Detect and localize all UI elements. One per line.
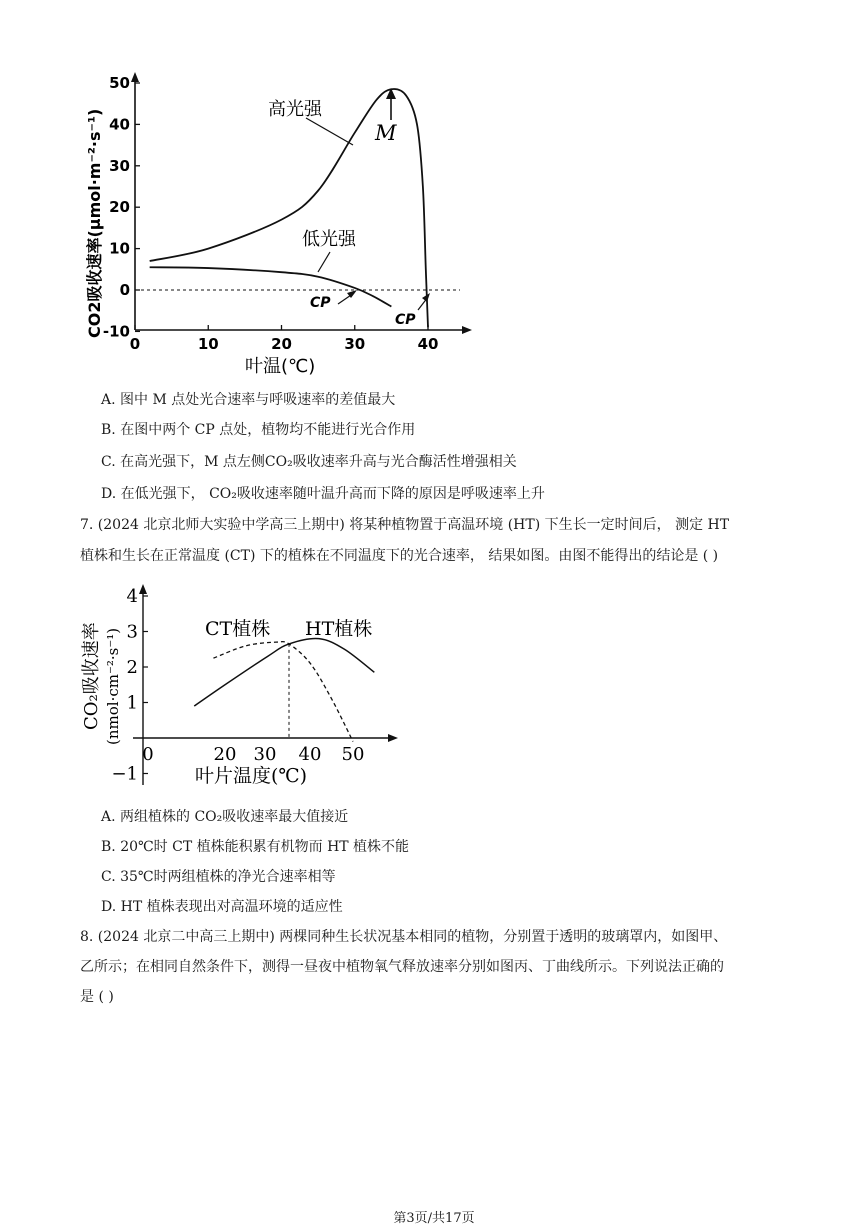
q7-option-c: C. 35℃时两组植株的净光合速率相等 — [101, 869, 336, 885]
q6-option-c: C. 在高光强下，M 点左侧CO₂吸收速率升高与光合酶活性增强相关 — [101, 454, 517, 470]
chart1-x-tick-label: 40 — [417, 335, 439, 353]
chart2-y-tick-label: 3 — [126, 621, 138, 643]
chart1-x-label: 叶温(℃) — [245, 356, 316, 377]
q6-option-d: D. 在低光强下， CO₂吸收速率随叶温升高而下降的原因是呼吸速率上升 — [101, 486, 545, 502]
chart1-y-tick-label: 10 — [109, 239, 130, 258]
chart2-x-tick-label: 0 — [142, 744, 154, 765]
chart1-y-tick-label: 30 — [109, 156, 130, 175]
chart1-x-arrow — [462, 326, 472, 334]
q6-option-a: A. 图中 M 点处光合速率与呼吸速率的差值最大 — [101, 392, 396, 408]
chart2-x-tick-label: 20 — [213, 744, 237, 765]
chart1-y-tick-label: 50 — [109, 74, 130, 92]
low-light-label: 低光强 — [302, 229, 356, 250]
chart1-x-tick-label: 10 — [197, 335, 219, 353]
chart2-x-tick-label: 50 — [341, 744, 365, 765]
chart1-y-arrow — [131, 72, 139, 82]
ht-label: HT植株 — [305, 618, 373, 640]
chart1-y-tick-label: 0 — [119, 281, 130, 299]
q7-option-b: B. 20℃时 CT 植株能积累有机物而 HT 植株不能 — [101, 839, 410, 855]
chart2-y-tick-label: 1 — [126, 692, 138, 714]
chart2-y-tick-label: 4 — [126, 586, 138, 607]
chart1-y-tick-label: 20 — [109, 198, 130, 217]
ct-label: CT植株 — [205, 618, 271, 640]
chart1-y-tick-label: 40 — [109, 115, 130, 134]
ct-curve — [213, 642, 353, 742]
chart1-y-label: CO2吸收速率(μmol·m⁻²·s⁻¹) — [85, 108, 104, 338]
chart2-y-arrow — [139, 584, 147, 594]
q8-stem-line3: 是 ( ) — [80, 989, 114, 1005]
q7-stem-line2: 植株和生长在正常温度 (CT) 下的植株在不同温度下的光合速率， 结果如图。由图不能得出的结论是 ( ) — [80, 548, 719, 564]
low-light-curve — [150, 267, 392, 306]
cp1-label: CP — [310, 295, 331, 311]
chart2-y-tick-label: 2 — [126, 657, 138, 678]
chart2-x-tick-label: 30 — [253, 744, 277, 765]
chart2-x-label: 叶片温度(℃) — [195, 765, 308, 787]
chart1-x-tick-label: 0 — [129, 335, 141, 353]
cp2-label: CP — [395, 312, 416, 328]
page-footer: 第3页/共17页 — [393, 1211, 475, 1226]
q7-option-a: A. 两组植株的 CO₂吸收速率最大值接近 — [101, 809, 349, 825]
chart2-x-tick-label: 40 — [298, 744, 322, 765]
high-label-leader — [306, 118, 353, 145]
q8-stem-line2: 乙所示；在相同自然条件下，测得一昼夜中植物氧气释放速率分别如图丙、丁曲线所示。下列说法正确的 — [80, 959, 724, 975]
q6-option-b: B. 在图中两个 CP 点处，植物均不能进行光合作用 — [101, 422, 416, 438]
q8-stem-line1: 8. (2024 北京二中高三上期中) 两棵同种生长状况基本相同的植物，分别置于透明的玻璃罩内，如图甲、 — [80, 929, 728, 945]
ht-curve — [194, 638, 374, 706]
q7-stem-line1: 7. (2024 北京北师大实验中学高三上期中) 将某种植物置于高温环境 (HT) 下生长一定时间后， 测定 HT — [80, 517, 730, 533]
low-label-leader — [318, 252, 330, 272]
chart2-y-label-unit: (nmol·cm⁻²·s⁻¹) — [104, 627, 122, 745]
chart1-x-tick-label: 30 — [344, 335, 366, 353]
q7-option-d: D. HT 植株表现出对高温环境的适应性 — [101, 899, 343, 915]
chart-2 — [0, 580, 868, 800]
chart1-x-tick-label: 20 — [271, 335, 292, 353]
m-label: M — [375, 121, 397, 145]
chart-1 — [0, 0, 868, 400]
chart2-y-tick-label: −1 — [111, 763, 138, 785]
chart2-y-label-top: CO₂吸收速率 — [81, 622, 102, 730]
chart2-x-arrow — [388, 734, 398, 742]
chart1-y-tick-label: -10 — [102, 322, 130, 341]
high-light-label: 高光强 — [268, 99, 322, 120]
